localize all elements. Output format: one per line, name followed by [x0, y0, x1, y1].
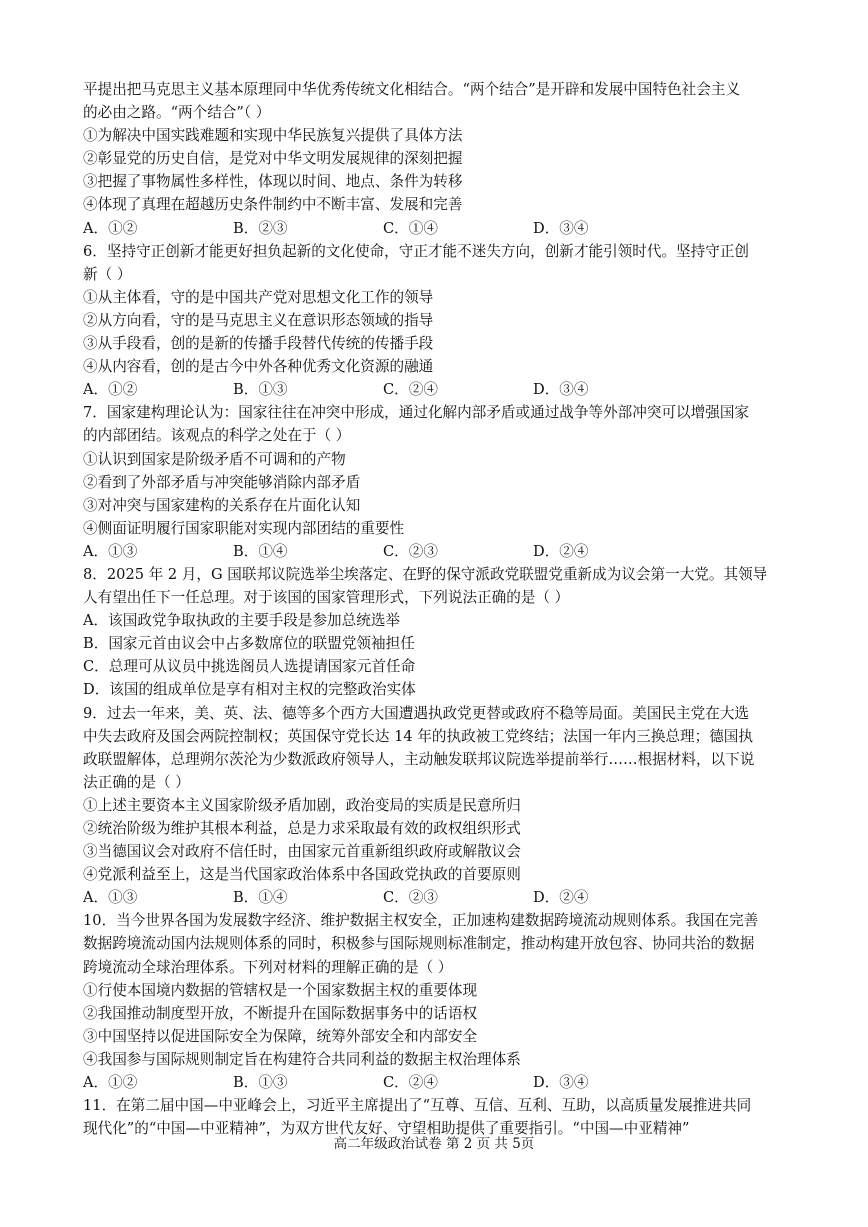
text-line: D．该国的组成单位是享有相对主权的完整政治实体 [83, 681, 416, 699]
answer-option: B．①④ [233, 542, 288, 560]
text-line: 8．2025 年 2 月，G 国联邦议院选举尘埃落定、在野的保守派政党联盟党重新成为议会第一大党。其领导 [83, 565, 768, 583]
answer-option: D．③④ [533, 381, 589, 399]
answer-option: A．①③ [83, 542, 138, 560]
text-line: C．总理可从议员中挑选阁员人选提请国家元首任命 [83, 658, 416, 676]
text-line: 跨境流动全球治理体系。下列对材料的理解正确的是（ ） [83, 958, 453, 976]
answer-option: C．②③ [383, 889, 438, 907]
text-line: ④党派利益至上，这是当代国家政治体系中各国政党执政的首要原则 [83, 866, 521, 884]
answer-option: A．①③ [83, 889, 138, 907]
answer-option: A．①② [83, 381, 138, 399]
text-line: 新（ ） [83, 265, 132, 283]
answer-option: C．②④ [383, 1074, 438, 1092]
text-line: ②我国推动制度型开放，不断提升在国际数据事务中的话语权 [83, 1004, 478, 1022]
answer-option: B．①③ [233, 381, 288, 399]
answer-option: C．②④ [383, 381, 438, 399]
question-body [83, 78, 789, 1140]
text-line: ②统治阶级为维护其根本利益，总是力求采取最有效的政权组织形式 [83, 820, 521, 837]
text-line: 11．在第二届中国—中亚峰会上，习近平主席提出了“互尊、互信、互利、互助，以高质量发展推进共同 [83, 1097, 752, 1115]
text-line: 6．坚持守正创新才能更好担负起新的文化使命，守正才能不迷失方向，创新才能引领时代。坚持守正创 [83, 242, 750, 260]
text-line: ④体现了真理在超越历史条件制约中不断丰富、发展和完善 [83, 196, 463, 214]
text-line: ④侧面证明履行国家职能对实现内部团结的重要性 [83, 519, 405, 537]
answer-options [83, 217, 789, 240]
text-line: ①认识到国家是阶级矛盾不可调和的产物 [83, 450, 346, 468]
answer-option: D．②④ [533, 542, 589, 560]
text-line: ②看到了外部矛盾与冲突能够消除内部矛盾 [83, 473, 361, 491]
text-line: 的内部团结。该观点的科学之处在于（ ） [83, 427, 351, 445]
text-line: ①行使本国境内数据的管辖权是一个国家数据主权的重要体现 [83, 981, 478, 999]
text-line: 9．过去一年来，美、英、法、德等多个西方大国遭遇执政党更替或政府不稳等局面。美国民主党在大选 [83, 704, 750, 722]
text-line: ③把握了事物属性多样性，体现以时间、地点、条件为转移 [83, 173, 463, 191]
text-line: 人有望出任下一任总理。对于该国的国家管理形式，下列说法正确的是（ ） [83, 589, 570, 607]
text-line: ③从手段看，创的是新的传播手段替代传统的传播手段 [83, 335, 434, 353]
answer-options [83, 378, 789, 401]
text-line: ①从主体看，守的是中国共产党对思想文化工作的领导 [83, 288, 434, 306]
text-line: 平提出把马克思主义基本原理同中华优秀传统文化相结合。“两个结合”是开辟和发展中国特色社会主义 [83, 81, 741, 98]
answer-options [83, 886, 789, 909]
page-footer: 高二年级政治试卷 第 2 页 共 5页 [333, 1136, 535, 1152]
answer-option: D．③④ [533, 1074, 589, 1092]
answer-options [83, 1071, 789, 1094]
answer-option: D．②④ [533, 889, 589, 907]
answer-options [83, 540, 789, 563]
text-line: 现代化”的“中国—中亚精神”，为双方世代友好、守望相助提供了重要指引。“中国—中亚精神” [83, 1120, 690, 1138]
text-line: 政联盟解体，总理朔尔茨沦为少数派政府领导人，主动触发联邦议院选举提前举行……根据材料，以下说 [83, 750, 755, 768]
answer-option: B．①③ [233, 1074, 288, 1092]
answer-option: A．①② [83, 1074, 138, 1092]
text-line: ②彰显党的历史自信，是党对中华文明发展规律的深刻把握 [83, 150, 463, 168]
text-line: ①为解决中国实践难题和实现中华民族复兴提供了具体方法 [83, 127, 463, 145]
text-line: ②从方向看，守的是马克思主义在意识形态领域的指导 [83, 311, 434, 329]
text-line: 7．国家建构理论认为：国家往往在冲突中形成，通过化解内部矛盾或通过战争等外部冲突可以增强国家 [83, 404, 750, 422]
answer-option: D．③④ [533, 219, 589, 237]
answer-option: C．①④ [383, 219, 438, 237]
text-line: 中失去政府及国会两院控制权；英国保守党长达 14 年的执政被工党终结；法国一年内三换总理；德国执 [83, 727, 753, 745]
answer-option: C．②③ [383, 542, 438, 560]
answer-option: B．②③ [233, 219, 288, 237]
text-line: ③中国坚持以促进国际安全为保障，统筹外部安全和内部安全 [83, 1027, 478, 1045]
answer-option: B．①④ [233, 889, 288, 907]
text-line: ③对冲突与国家建构的关系存在片面化认知 [83, 496, 361, 514]
text-line: ④从内容看，创的是古今中外各种优秀文化资源的融通 [83, 358, 434, 376]
text-line: ④我国参与国际规则制定旨在构建符合共同利益的数据主权治理体系 [83, 1050, 521, 1068]
text-line: 的必由之路。“两个结合”（ ） [83, 104, 271, 122]
text-line: ①上述主要资本主义国家阶级矛盾加剧，政治变局的实质是民意所归 [83, 796, 521, 814]
text-line: 数据跨境流动国内法规则体系的同时，积极参与国际规则标准制定，推动构建开放包容、协同共治的数据 [83, 935, 755, 953]
text-line: 10．当今世界各国为发展数字经济、维护数据主权安全，正加速构建数据跨境流动规则体系。我国在完善 [83, 912, 759, 930]
text-line: 法正确的是（ ） [83, 773, 190, 791]
text-line: A．该国政党争取执政的主要手段是参加总统选举 [83, 612, 401, 630]
text-line: B．国家元首由议会中占多数席位的联盟党领袖担任 [83, 635, 415, 653]
text-line: ③当德国议会对政府不信任时，由国家元首重新组织政府或解散议会 [83, 843, 521, 861]
answer-option: A．①② [83, 219, 138, 237]
